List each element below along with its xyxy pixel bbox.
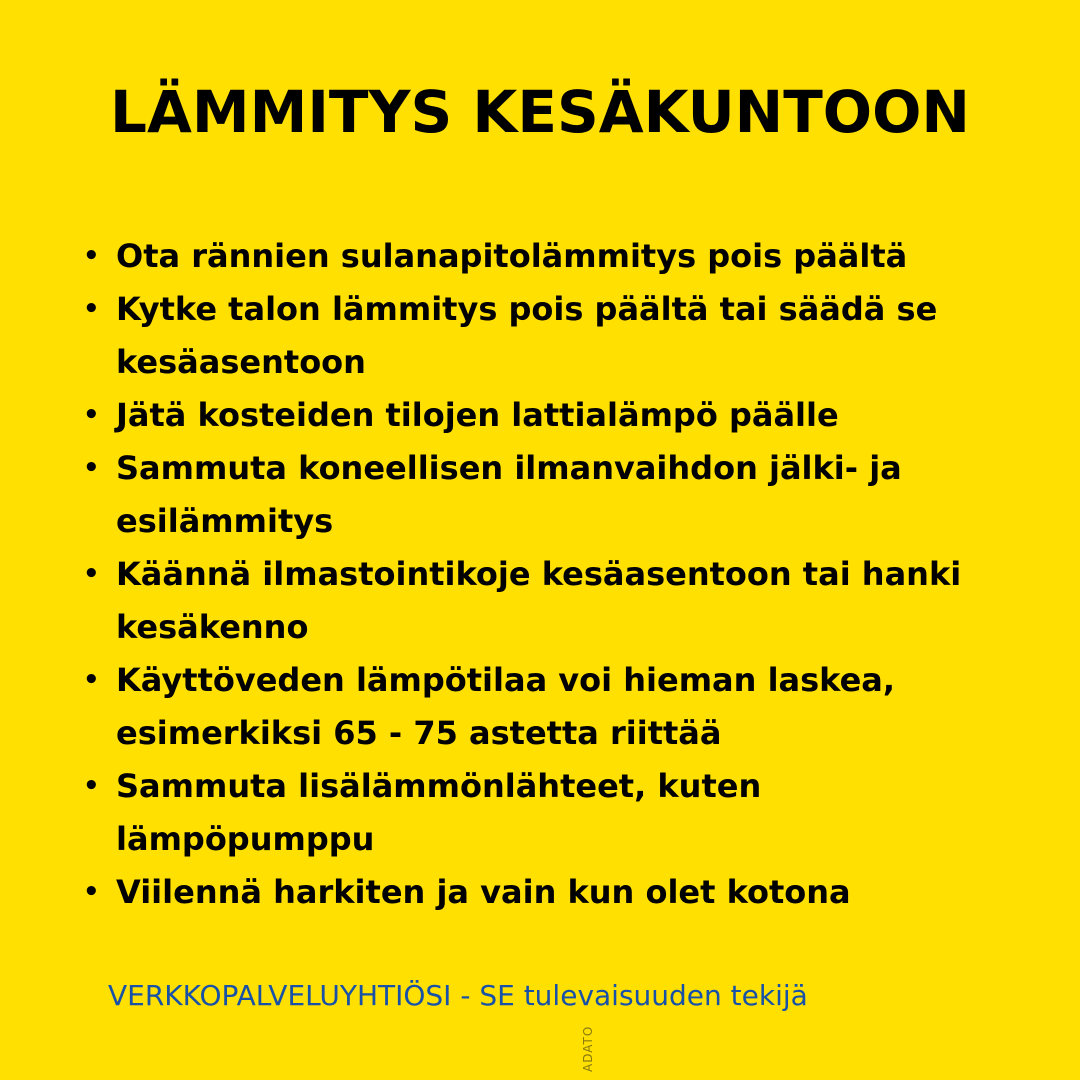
bullet-icon: •	[83, 665, 100, 695]
footer-slogan: VERKKOPALVELUYHTIÖSI - SE tulevaisuuden tekijä	[108, 979, 808, 1012]
bullet-icon: •	[83, 453, 100, 483]
bullet-icon: •	[83, 241, 100, 271]
tip-item	[83, 389, 1016, 442]
tip-item	[83, 654, 1016, 760]
tip-item	[83, 548, 1016, 654]
bullet-icon: •	[83, 294, 100, 324]
tip-item	[83, 760, 1016, 866]
watermark-label: ADATO	[581, 1025, 595, 1072]
tip-text: Käännä ilmastointikoje kesäasentoon tai hanki kesäkenno	[116, 555, 962, 646]
tip-item	[83, 442, 1016, 548]
bullet-icon: •	[83, 771, 100, 801]
tip-text: Kytke talon lämmitys pois päältä tai säädä se kesäasentoon	[116, 290, 938, 381]
tip-text: Sammuta koneellisen ilmanvaihdon jälki- ja esilämmitys	[116, 449, 902, 540]
tip-item	[83, 866, 1016, 919]
tip-text: Jätä kosteiden tilojen lattialämpö päälle	[116, 396, 839, 434]
poster-title: LÄMMITYS KESÄKUNTOON	[110, 78, 970, 146]
bullet-icon: •	[83, 559, 100, 589]
tip-text: Ota rännien sulanapitolämmitys pois päältä	[116, 237, 908, 275]
bullet-icon: •	[83, 400, 100, 430]
tip-text: Käyttöveden lämpötilaa voi hieman laskea, esimerkiksi 65 - 75 astetta riittää	[116, 661, 896, 752]
tips-list	[83, 230, 1016, 919]
tip-item	[83, 230, 1016, 283]
tip-item	[83, 283, 1016, 389]
tip-text: Viilennä harkiten ja vain kun olet kotona	[116, 873, 851, 911]
bullet-icon: •	[83, 877, 100, 907]
tip-text: Sammuta lisälämmönlähteet, kuten lämpöpumppu	[116, 767, 762, 858]
